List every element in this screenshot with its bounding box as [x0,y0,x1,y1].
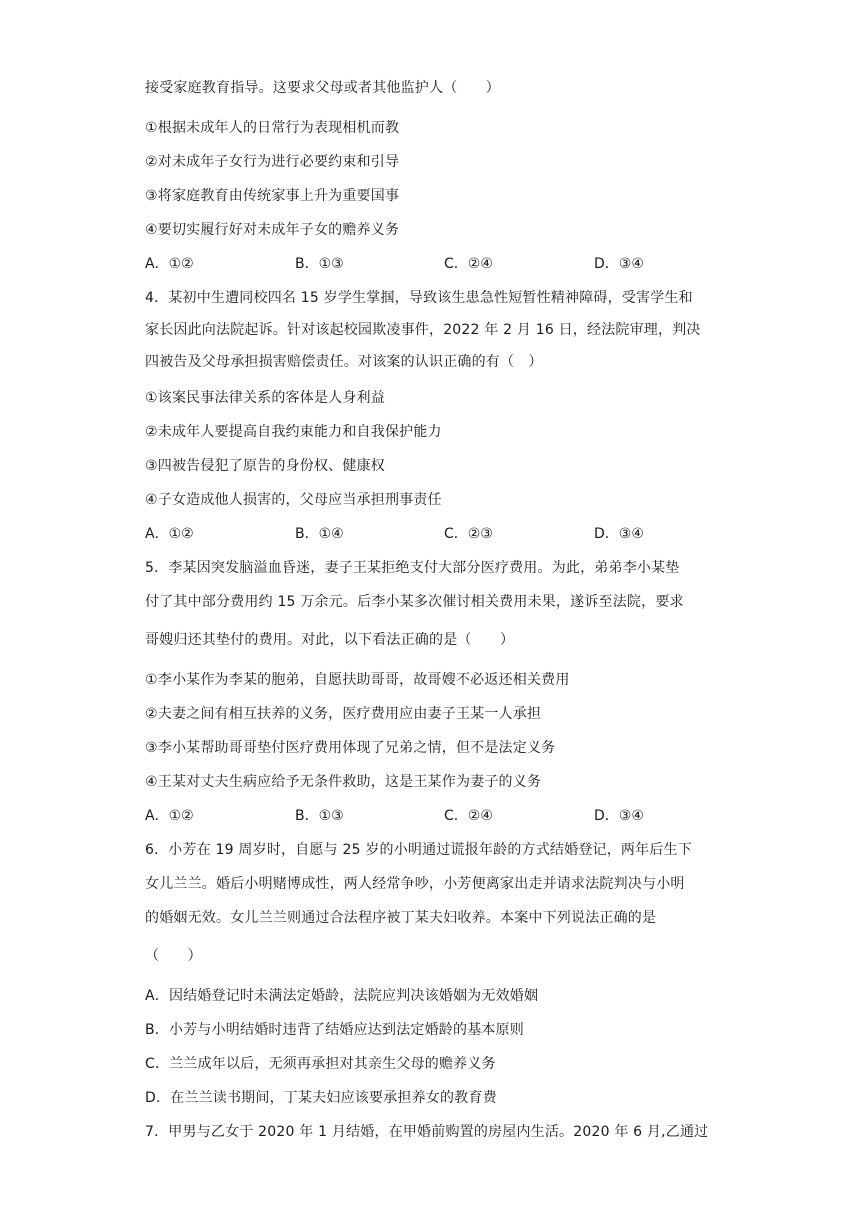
q6-stem-line-1: 6．小芳在 19 周岁时，自愿与 25 岁的小明通过谎报年龄的方式结婚登记，两年后生下 [145,842,692,858]
q4-option-c: C．②③ [444,526,493,542]
q3-item-3: ③将家庭教育由传统家事上升为重要国事 [145,188,400,204]
q5-stem-line-3: 哥嫂归还其垫付的费用。对此，以下看法正确的是（ ） [145,632,515,648]
q4-item-1: ①该案民事法律关系的客体是人身利益 [145,390,385,406]
q6-stem-line-2: 女儿兰兰。婚后小明赌博成性，两人经常争吵，小芳便离家出走并请求法院判决与小明 [145,876,685,892]
q4-option-a: A．①② [145,526,194,542]
q3-item-1: ①根据未成年人的日常行为表现相机而教 [145,120,400,136]
q4-stem-line-1: 4．某初中生遭同校四名 15 岁学生掌掴，导致该生患急性短暂性精神障碍，受害学生和 [145,290,693,306]
q4-option-d: D．③④ [594,526,644,542]
q5-item-3: ③李小某帮助哥哥垫付医疗费用体现了兄弟之情，但不是法定义务 [145,740,556,756]
q3-item-2: ②对未成年子女行为进行必要约束和引导 [145,154,400,170]
q4-item-3: ③四被告侵犯了原告的身份权、健康权 [145,458,385,474]
q4-option-b: B．①④ [295,526,344,542]
q5-item-2: ②夫妻之间有相互扶养的义务，医疗费用应由妻子王某一人承担 [145,706,542,722]
q4-item-2: ②未成年人要提高自我约束能力和自我保护能力 [145,424,442,440]
q6-stem-line-4: （ ） [145,948,202,964]
q4-stem-line-3: 四被告及父母承担损害赔偿责任。对该案的认识正确的有（ ） [145,354,543,370]
q6-stem-line-3: 的婚姻无效。女儿兰兰则通过合法程序被丁某夫妇收养。本案中下列说法正确的是 [145,910,657,926]
q5-item-1: ①李小某作为李某的胞弟，自愿扶助哥哥，故哥嫂不必返还相关费用 [145,672,570,688]
q7-stem-line-1: 7．甲男与乙女于 2020 年 1 月结婚，在甲婚前购置的房屋内生活。2020 年 6 月,乙通过 [145,1124,709,1140]
q5-option-a: A．①② [145,808,194,824]
q4-item-4: ④子女造成他人损害的，父母应当承担刑事责任 [145,492,442,508]
q5-option-c: C．②④ [444,808,493,824]
q5-stem-line-1: 5．李某因突发脑溢血昏迷，妻子王某拒绝支付大部分医疗费用。为此，弟弟李小某垫 [145,560,680,576]
q5-option-b: B．①③ [295,808,344,824]
q6-option-d: D．在兰兰读书期间，丁某夫妇应该要承担养女的教育费 [145,1090,497,1106]
q6-option-c: C．兰兰成年以后，无须再承担对其亲生父母的赡养义务 [145,1056,496,1072]
q3-item-4: ④要切实履行好对未成年子女的赡养义务 [145,222,400,238]
q6-option-a: A．因结婚登记时未满法定婚龄，法院应判决该婚姻为无效婚姻 [145,988,539,1004]
q4-stem-line-2: 家长因此向法院起诉。针对该起校园欺凌事件，2022 年 2 月 16 日，经法院审理，判决 [145,322,701,338]
q5-stem-line-2: 付了其中部分费用约 15 万余元。后李小某多次催讨相关费用未果，遂诉至法院，要求 [145,594,684,610]
q3-option-c: C．②④ [444,256,493,272]
q5-option-d: D．③④ [594,808,644,824]
q5-item-4: ④王某对丈夫生病应给予无条件救助，这是王某作为妻子的义务 [145,774,542,790]
q3-option-b: B．①③ [295,256,344,272]
q3-option-a: A．①② [145,256,194,272]
q3-option-d: D．③④ [594,256,644,272]
q3-stem-tail: 接受家庭教育指导。这要求父母或者其他监护人（ ） [145,80,500,96]
q6-option-b: B．小芳与小明结婚时违背了结婚应达到法定婚龄的基本原则 [145,1022,525,1038]
